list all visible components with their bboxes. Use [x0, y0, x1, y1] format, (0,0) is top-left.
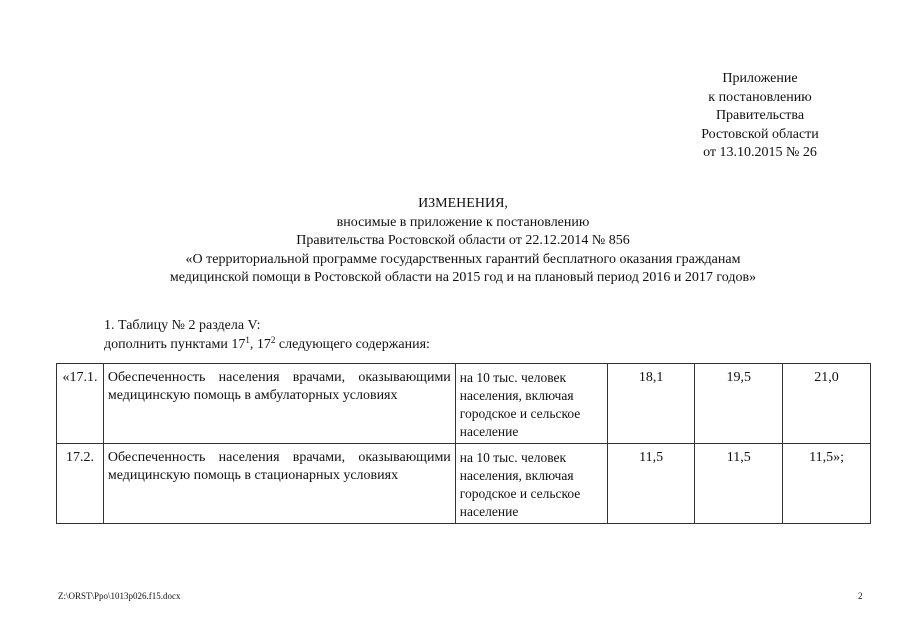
- file-path: Z:\ORST\Ppo\1013p026.f15.docx: [58, 591, 181, 601]
- table-row: [57, 444, 871, 524]
- appendix-line: Ростовской области: [701, 126, 819, 142]
- document-title: [100, 195, 826, 288]
- appendix-line: Приложение: [722, 71, 798, 86]
- appendix-header: [660, 70, 860, 163]
- intro-text: следующего содержания:: [275, 337, 430, 352]
- table-row: [57, 364, 871, 444]
- title-heading: ИЗМЕНЕНИЯ,: [418, 196, 508, 211]
- indicator-cell: Обеспеченность населения врачами, оказывающими медицинскую помощь в стационарных условиях: [103, 444, 455, 524]
- intro-line-1: 1. Таблицу № 2 раздела V:: [104, 318, 261, 333]
- value-2015-cell: 18,1: [607, 364, 695, 444]
- title-line: медицинской помощи в Ростовской области на 2015 год и на плановый период 2016 и 2017 годов»: [169, 270, 757, 285]
- indicator-cell: Обеспеченность населения врачами, оказывающими медицинскую помощь в амбулаторных условиях: [103, 364, 455, 444]
- value-2017-cell: 21,0: [783, 364, 871, 444]
- appendix-line: к постановлению: [708, 89, 812, 105]
- row-number: 17.2.: [57, 444, 104, 524]
- intro-paragraph: [104, 316, 430, 354]
- appendix-line: от 13.10.2015 № 26: [703, 145, 817, 160]
- intro-line-2: [104, 335, 430, 354]
- title-line: вносимые в приложение к постановлению: [336, 214, 590, 230]
- unit-cell: на 10 тыс. человек населения, включая городское и сельское население: [455, 364, 607, 444]
- value-2017-cell: 11,5»;: [783, 444, 871, 524]
- value-2016-cell: 11,5: [695, 444, 783, 524]
- value-2015-cell: 11,5: [607, 444, 695, 524]
- intro-text: , 17: [249, 337, 271, 352]
- unit-cell: на 10 тыс. человек населения, включая городское и сельское население: [455, 444, 607, 524]
- row-number: «17.1.: [57, 364, 104, 444]
- superscript: 1: [245, 335, 250, 345]
- page-number: 2: [858, 591, 863, 601]
- value-2016-cell: 19,5: [695, 364, 783, 444]
- title-line: «О территориальной программе государственных гарантий бесплатного оказания гражданам: [185, 251, 741, 267]
- appendix-line: Правительства: [715, 108, 805, 123]
- changes-table: [56, 363, 871, 524]
- title-line: Правительства Ростовской области от 22.12.2014 № 856: [296, 233, 630, 248]
- intro-text: дополнить пунктами 17: [104, 337, 246, 352]
- superscript: 2: [270, 335, 276, 345]
